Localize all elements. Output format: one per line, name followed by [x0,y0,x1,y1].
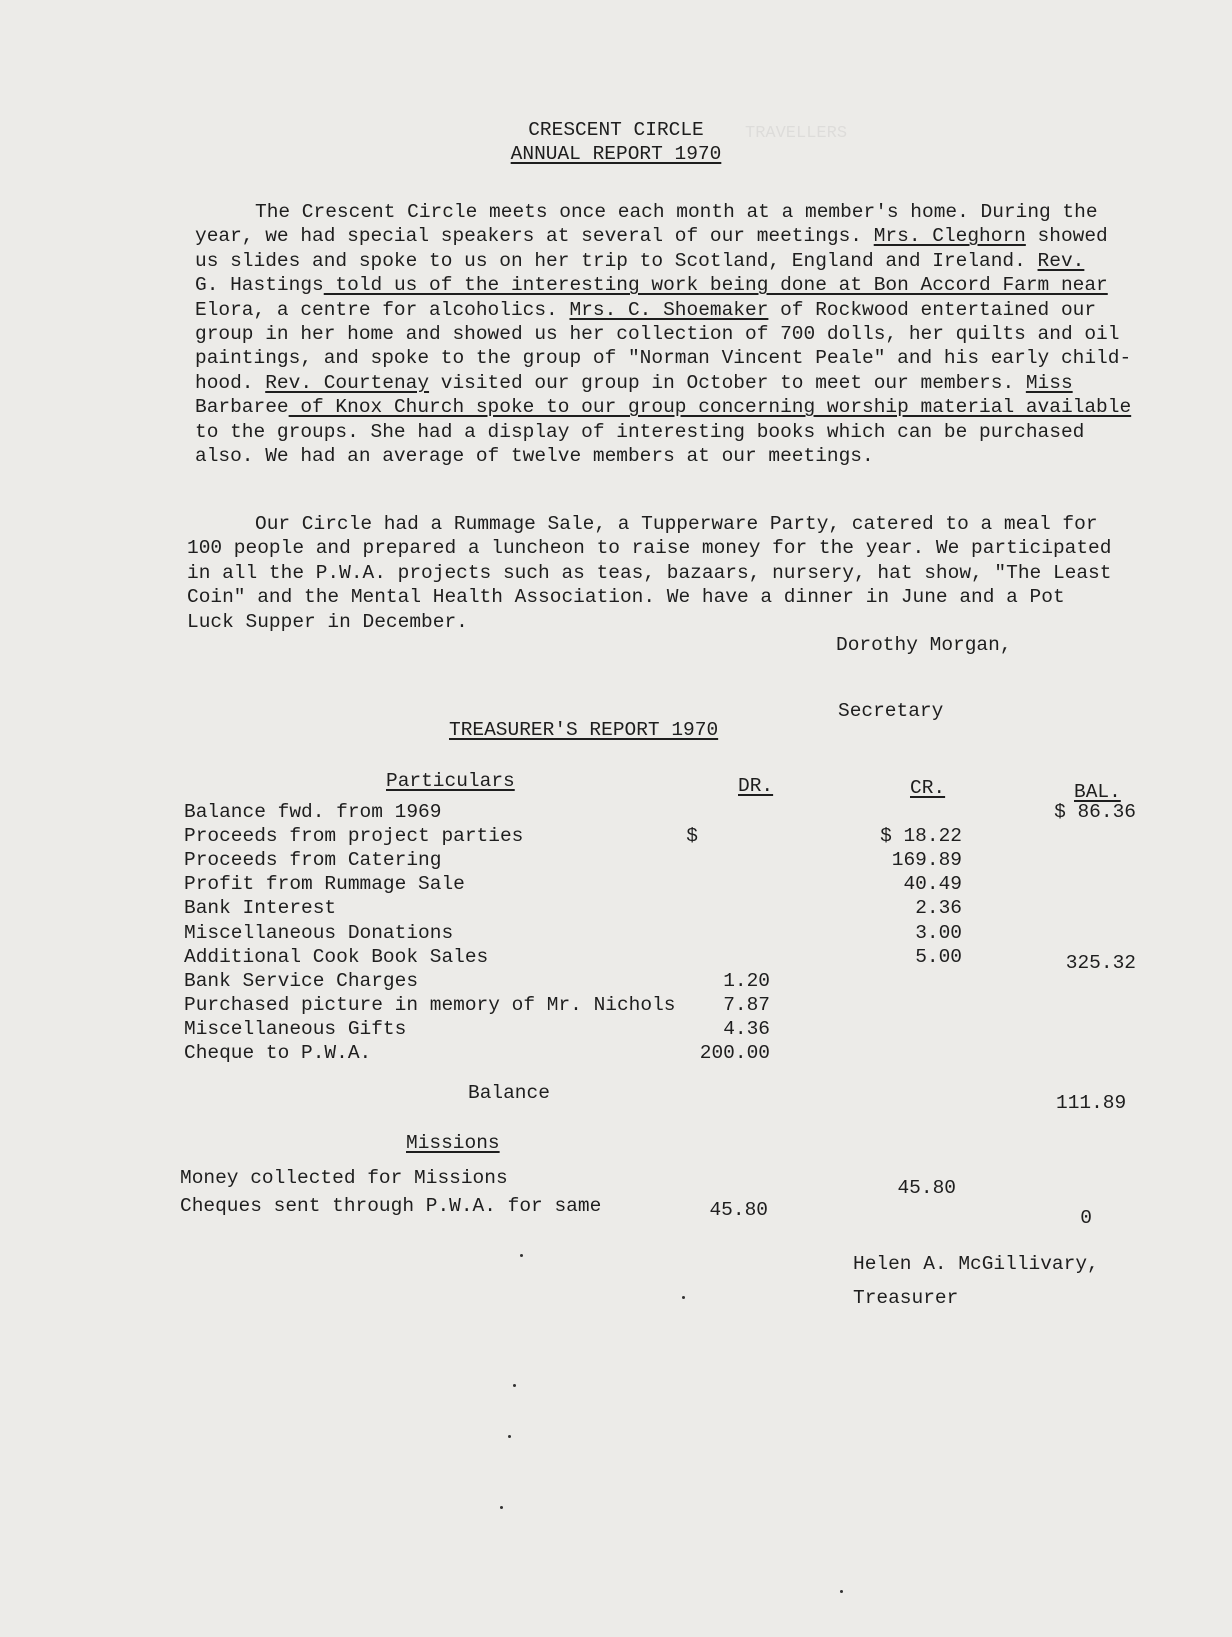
ledger-particular: Purchased picture in memory of Mr. Nichols [184,993,676,1016]
secretary-name: Dorothy Morgan, [836,634,1012,656]
ledger-particular: Bank Interest [184,897,337,920]
paragraph-line [195,224,1131,248]
scan-speck [500,1506,503,1509]
ledger-balance: $ 86.36 [1054,801,1136,823]
bleed-through-text: TRAVELLERS [745,124,848,143]
ledger-credit: 169.89 [891,849,962,872]
speaker-name: Miss [1025,371,1073,394]
paragraph-text: Elora, a centre for alcoholics. [195,298,570,321]
paragraph-line [195,249,1131,273]
paragraph-text: to the groups. She had a display of interesting books which can be purchased [195,420,1085,443]
paragraph-line [195,298,1131,322]
speaker-name: Mrs. C. Shoemaker [569,298,769,321]
ledger-credit: 5.00 [915,945,962,968]
paragraph-text: also. We had an average of twelve members at our meetings. [195,445,874,468]
ledger-balance: 325.32 [1065,951,1136,974]
ledger-particular: Balance fwd. from 1969 [184,801,442,823]
paragraph-line [195,200,1131,224]
document-subtitle: ANNUAL REPORT 1970 [510,143,722,165]
secretary-title: Secretary [838,700,944,722]
paragraph-text: paintings, and spoke to the group of "Norman Vincent Peale" and his early child- [195,347,1132,370]
ledger-particular: Proceeds from project parties [184,825,524,848]
paragraph-line [195,420,1131,444]
speaker-name: Rev. [1037,249,1085,272]
paragraph-line: 100 people and prepared a luncheon to raise money for the year. We participated [187,537,1112,560]
ledger-particular: Miscellaneous Gifts [184,1017,407,1040]
paragraph-line: Coin" and the Mental Health Association. We have a dinner in June and a Pot [187,586,1065,609]
ledger-credit: 45.80 [897,1177,956,1199]
balance-label: Balance [468,1082,550,1104]
paragraph-text: G. Hastings [195,274,324,297]
speaker-name: told us of the interesting work being done at Bon Accord Farm near [323,274,1108,297]
scan-speck [508,1435,511,1438]
paragraph-line [195,395,1131,419]
ledger-credit: 2.36 [915,897,962,920]
paragraph-line [195,273,1131,297]
paragraph-text: visited our group in October to meet our members. [429,371,1026,394]
secretary-paragraph-1 [195,200,1131,468]
ledger-debit: 200.00 [699,1042,770,1064]
paragraph-line [195,371,1131,395]
ledger-debit: 7.87 [723,993,770,1016]
ledger-particular: Profit from Rummage Sale [184,873,465,896]
paragraph-text: showed [1025,225,1108,248]
paragraph-line [195,444,1131,468]
ledger-particular: Bank Service Charges [184,969,419,992]
ledger-debit: 1.20 [723,969,770,992]
paragraph-text: hood. [195,371,266,394]
ledger-particular: Additional Cook Book Sales [184,945,489,968]
ledger-balance: 0 [1080,1207,1092,1229]
scan-speck [840,1590,843,1593]
column-dr: DR. [738,775,774,797]
treasurer-report-heading: TREASURER'S REPORT 1970 [449,719,719,741]
treasurer-name: Helen A. McGillivary, [853,1253,1099,1275]
treasurer-title: Treasurer [853,1287,959,1309]
paragraph-line [195,322,1131,346]
ledger-particular: Miscellaneous Donations [184,921,454,944]
ledger-particular: Cheque to P.W.A. [184,1042,372,1064]
speaker-name: of Knox Church spoke to our group concerning worship material available [288,396,1132,419]
scan-speck [682,1296,685,1299]
ledger-particular: Money collected for Missions [180,1167,508,1189]
column-bal: BAL. [1074,781,1121,803]
document-title: CRESCENT CIRCLE [528,119,704,141]
speaker-name: Rev. Courtenay [265,371,430,394]
ledger-debit: $ [686,825,698,848]
paragraph-text: us slides and spoke to us on her trip to Scotland, England and Ireland. [195,249,1038,272]
ledger-debit: 45.80 [709,1199,768,1221]
paragraph-line: Luck Supper in December. [187,610,468,633]
paragraph-text: Barbaree [195,396,289,419]
speaker-name: Mrs. Cleghorn [873,225,1026,248]
scan-speck [520,1254,523,1257]
paragraph-line: in all the P.W.A. projects such as teas, bazaars, nursery, hat show, "The Least [187,561,1112,584]
missions-heading: Missions [406,1132,500,1154]
paragraph-text: of Rockwood entertained our [768,298,1097,321]
scan-speck [513,1384,516,1387]
ledger-particular: Cheques sent through P.W.A. for same [180,1195,602,1217]
paragraph-text: The Crescent Circle meets once each month at a member's home. During the [255,201,1098,223]
paragraph-text: group in her home and showed us her collection of 700 dolls, her quilts and oil [195,323,1120,346]
paragraph-text: year, we had special speakers at several of our meetings. [195,225,874,248]
ledger-credit: $ 18.22 [880,825,962,848]
paragraph-line: Our Circle had a Rummage Sale, a Tupperware Party, catered to a meal for [255,513,1098,535]
ledger-debit: 4.36 [723,1017,770,1040]
column-particulars: Particulars [386,770,515,792]
balance-value: 111.89 [1056,1092,1127,1114]
secretary-paragraph-2 [187,512,1111,634]
paragraph-line [195,346,1131,370]
ledger-credit: 3.00 [915,921,962,944]
column-cr: CR. [910,777,946,799]
ledger-credit: 40.49 [903,873,962,896]
ledger-particular: Proceeds from Catering [184,849,442,872]
